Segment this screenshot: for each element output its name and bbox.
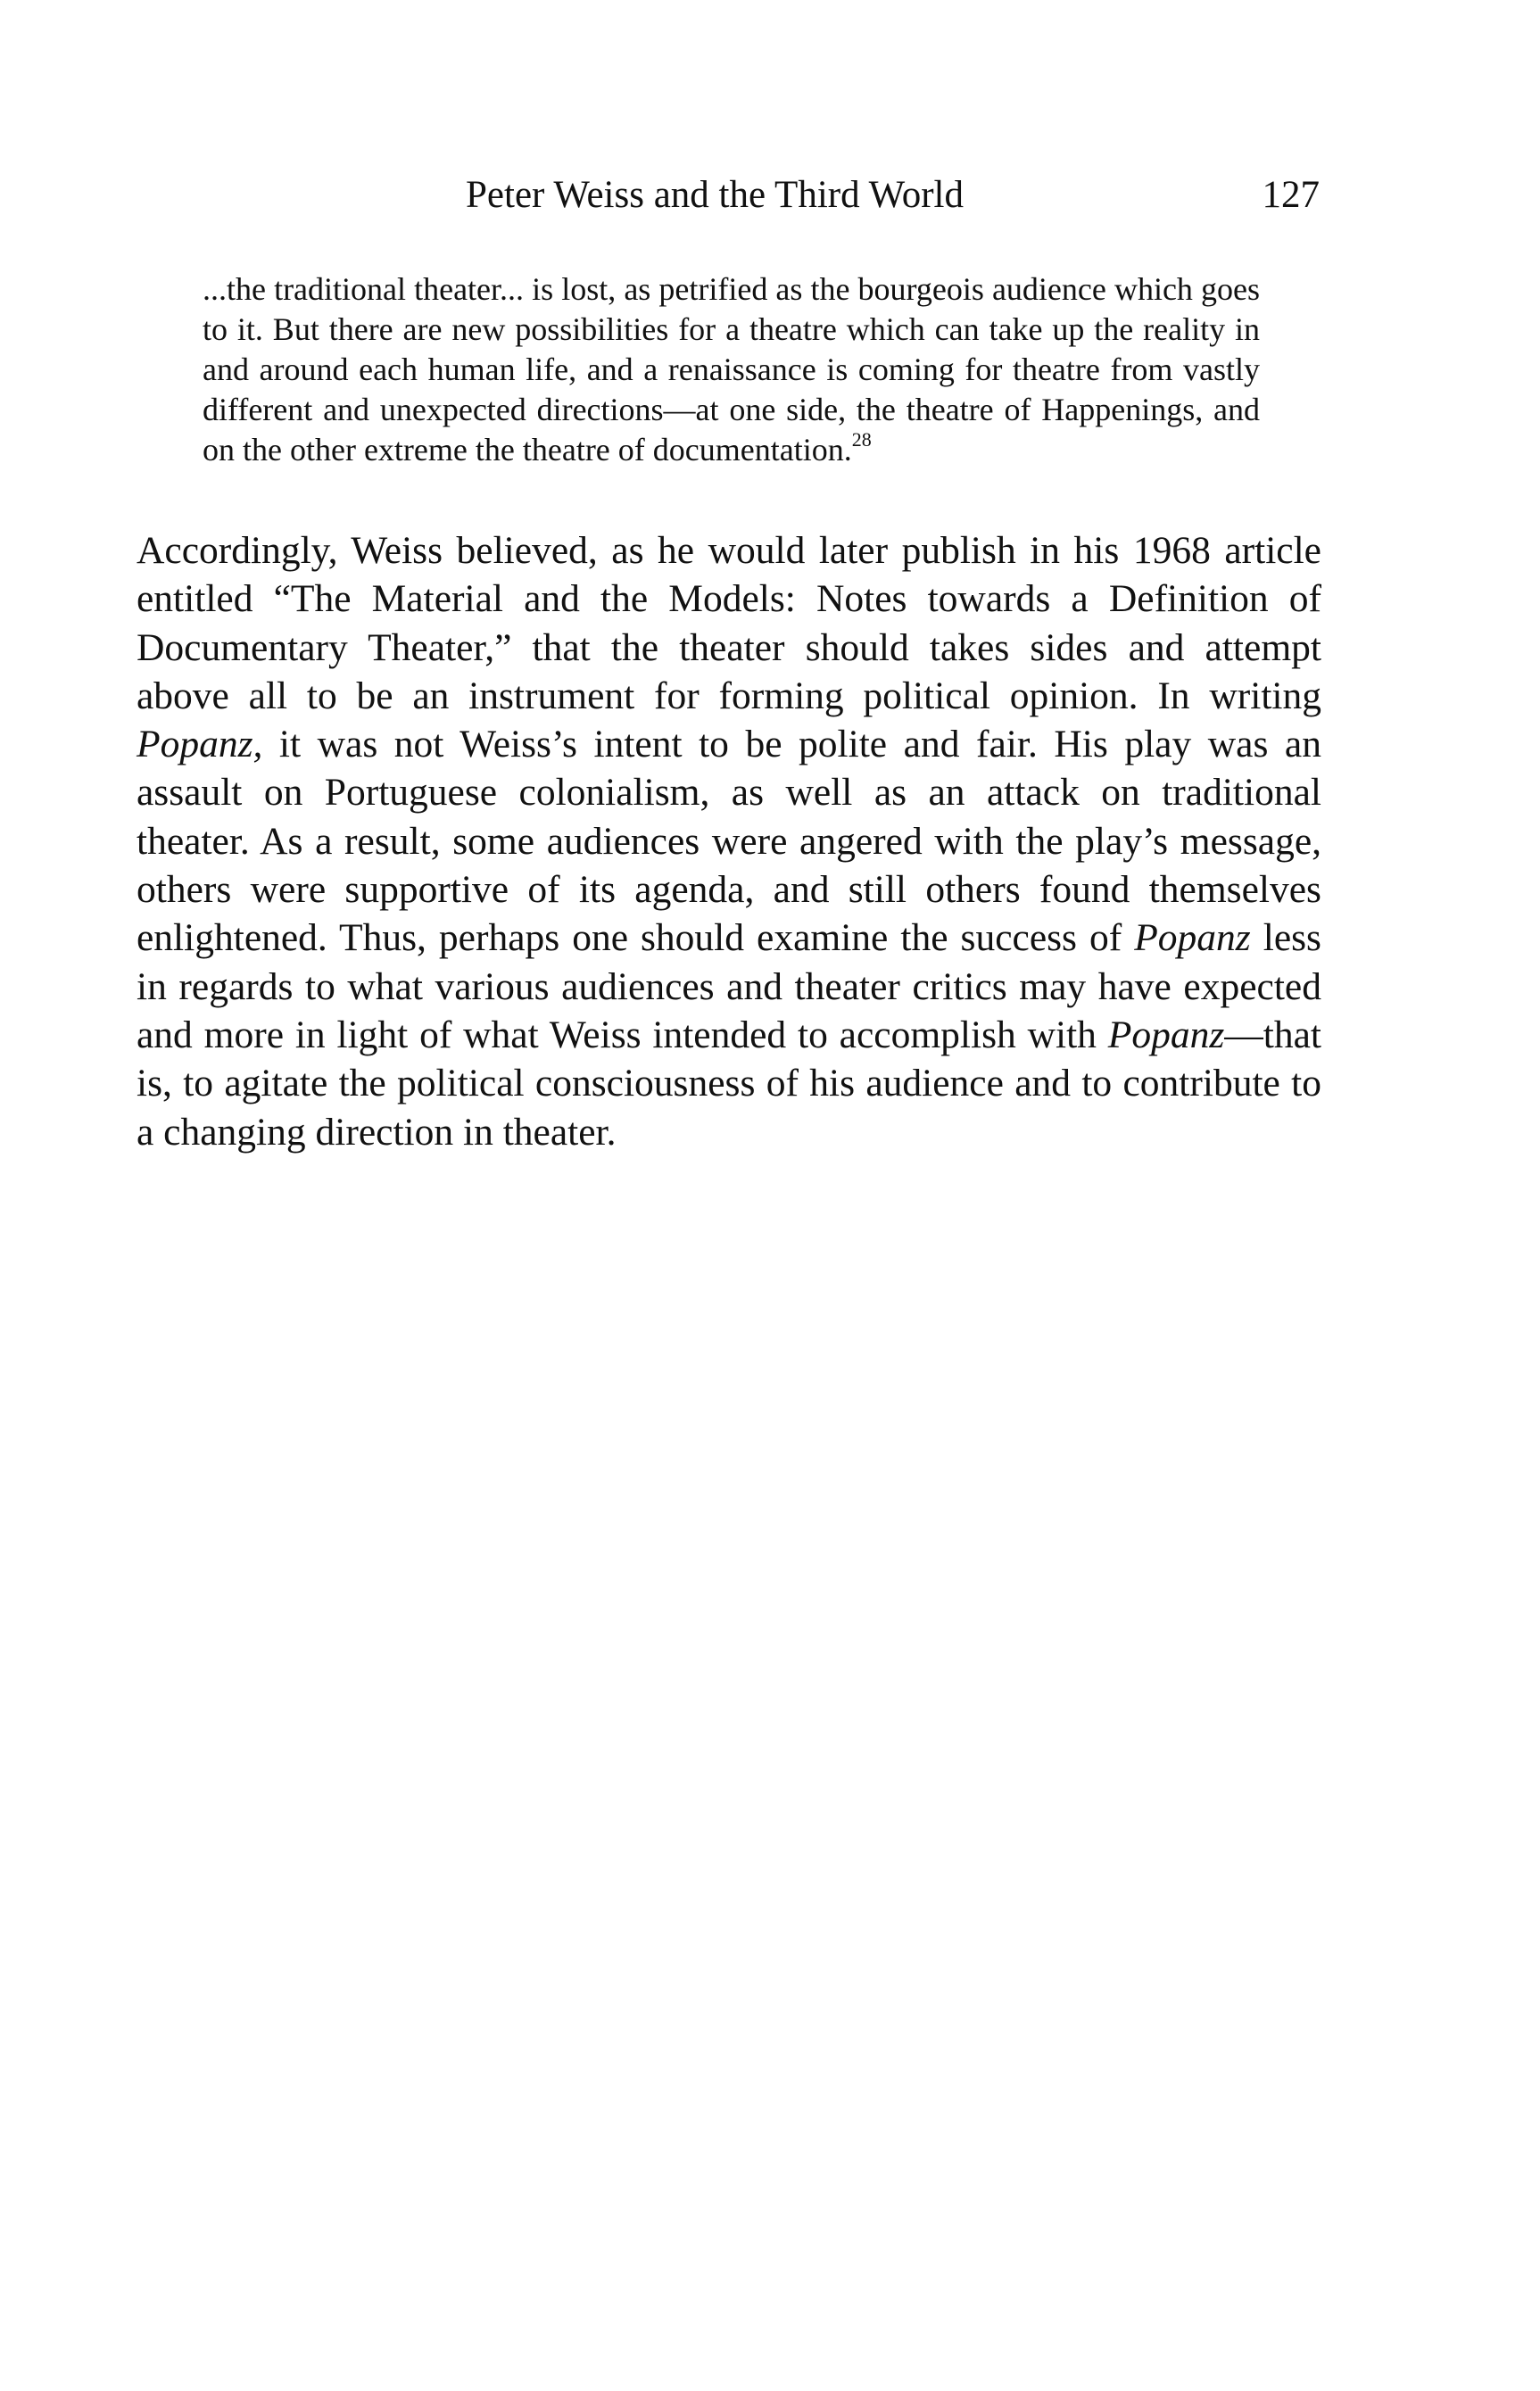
footnote-reference: 28 [851,428,872,451]
paragraph-text-part-4: —that is, to agitate the political consciousness of his audience and to contribute to a changing direction in theater. [137,1013,1321,1154]
italic-title-popanz-3: Popanz [1107,1013,1225,1056]
italic-title-popanz-1: Popanz, [137,723,263,766]
running-head: Peter Weiss and the Third World [466,174,964,216]
paragraph-text-part-2: it was not Weiss’s intent to be polite and fair. His play was an assault on Portuguese colonialism, as well as an attack on traditional theater. As a result, some audiences were angered with the play’s message, others were supportive of its agenda, and still others found themselves enlightened. Thus, perhaps one should examine the success of [137,723,1321,960]
italic-title-popanz-2: Popanz [1134,916,1251,960]
body-paragraph [137,526,1321,1156]
page-number: 127 [1262,174,1320,216]
paragraph-text-part-3: less in regards to what various audiences and theater critics may have expected and more in light of what Weiss intended to accomplish with [137,916,1321,1056]
block-quote-text: ...the traditional theater... is lost, as petrified as the bourgeois audience which goes to it. But there are new possibilities for a theatre which can take up the reality in and around each human life, and a renaissance is coming for theatre from vastly different and unexpected directions—at one side, the theatre of Happenings, and on the other extreme the theatre of documentation. [203,271,1260,467]
paragraph-text-part-1: Accordingly, Weiss believed, as he would later publish in his 1968 article entitled “The Material and the Models: Notes towards a Definition of Documentary Theater,” that the theater should takes sides and attempt above all to be an instrument for forming political opinion. In writing [137,529,1321,717]
block-quote [203,269,1260,470]
